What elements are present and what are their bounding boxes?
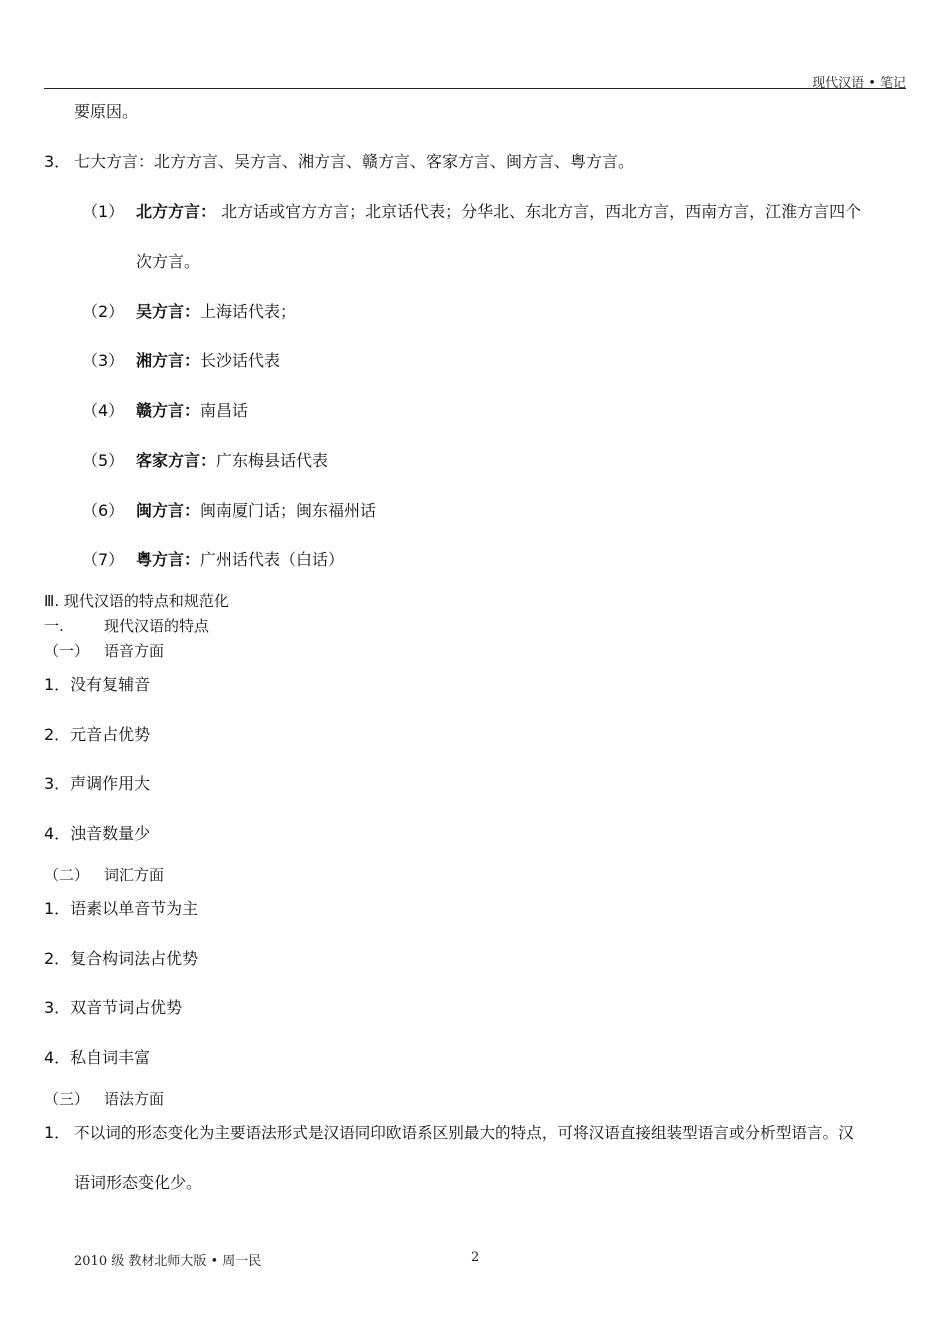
list-item: 不以词的形态变化为主要语法形式是汉语同印欧语系区别最大的特点，可将汉语直接组装型语言或分析型语言。汉	[74, 1124, 854, 1142]
sub-title: 赣方言：	[136, 401, 201, 420]
sub-text: 南昌话	[200, 401, 249, 420]
sub-item	[136, 451, 328, 471]
subheading-number: （一）	[44, 642, 90, 660]
sub-number: （5）	[82, 451, 125, 470]
sub-title: 湘方言：	[136, 351, 201, 370]
list-item: 1．没有复辅音	[44, 675, 151, 694]
list-item: 2．复合构词法占优势	[44, 949, 199, 968]
sub-text: 广东梅县话代表	[216, 451, 329, 470]
subheading-number: （三）	[44, 1090, 90, 1108]
footer-text: 2010 级 教材北师大版 • 周一民	[74, 1254, 262, 1269]
header-rule	[44, 88, 906, 89]
subheading: 语音方面	[104, 642, 165, 660]
list-item-number: 1．	[44, 1123, 71, 1142]
running-header: 现代汉语 • 笔记	[812, 76, 906, 91]
sub-title: 吴方言：	[136, 302, 201, 321]
sub-number: （6）	[82, 501, 125, 520]
list-item: 3．双音节词占优势	[44, 998, 183, 1017]
sub-number: （7）	[82, 550, 125, 569]
sub-item	[136, 302, 296, 322]
list-item: 2．元音占优势	[44, 725, 151, 744]
sub-number: （2）	[82, 302, 125, 321]
part-title: 现代汉语的特点	[104, 617, 210, 635]
sub-item	[136, 351, 280, 371]
sub-title: 北方方言：	[136, 202, 217, 221]
part-number: 一.	[44, 617, 64, 635]
sub-text: 广州话代表（白话）	[200, 550, 345, 569]
sub-title: 闽方言：	[136, 501, 201, 520]
page-number: 2	[471, 1250, 480, 1265]
sub-item	[136, 401, 248, 421]
item3-text: 七大方言：北方方言、吴方言、湘方言、赣方言、客家方言、闽方言、粤方言。	[74, 152, 635, 171]
sub-title: 客家方言：	[136, 451, 217, 470]
sub-text: 闽南厦门话；闽东福州话	[200, 501, 377, 520]
sub-item	[136, 501, 376, 521]
sub-number: （4）	[82, 401, 125, 420]
sub-number: （3）	[82, 351, 125, 370]
list-item-continuation: 语词形态变化少。	[74, 1173, 203, 1192]
list-item: 1．语素以单音节为主	[44, 899, 199, 918]
subheading-number: （二）	[44, 866, 90, 884]
sub-text: 上海话代表；	[200, 302, 297, 321]
section-title: Ⅲ. 现代汉语的特点和规范化	[44, 592, 229, 610]
sub-item	[136, 202, 861, 222]
sub-number: （1）	[82, 202, 125, 221]
sub-title: 粤方言：	[136, 550, 201, 569]
sub-text: 长沙话代表	[200, 351, 281, 370]
top-fragment: 要原因。	[74, 102, 139, 121]
sub-item	[136, 550, 344, 570]
list-item: 3．声调作用大	[44, 774, 151, 793]
subheading: 词汇方面	[104, 866, 165, 884]
subheading: 语法方面	[104, 1090, 165, 1108]
sub-text: 北方话或官方方言；北京话代表；分华北、东北方言，西北方言，西南方言，江淮方言四个	[216, 202, 862, 221]
list-item: 4．私自词丰富	[44, 1048, 151, 1067]
list-item: 4．浊音数量少	[44, 824, 151, 843]
item3-number: 3．	[44, 152, 71, 171]
sub-continuation: 次方言。	[136, 252, 201, 271]
